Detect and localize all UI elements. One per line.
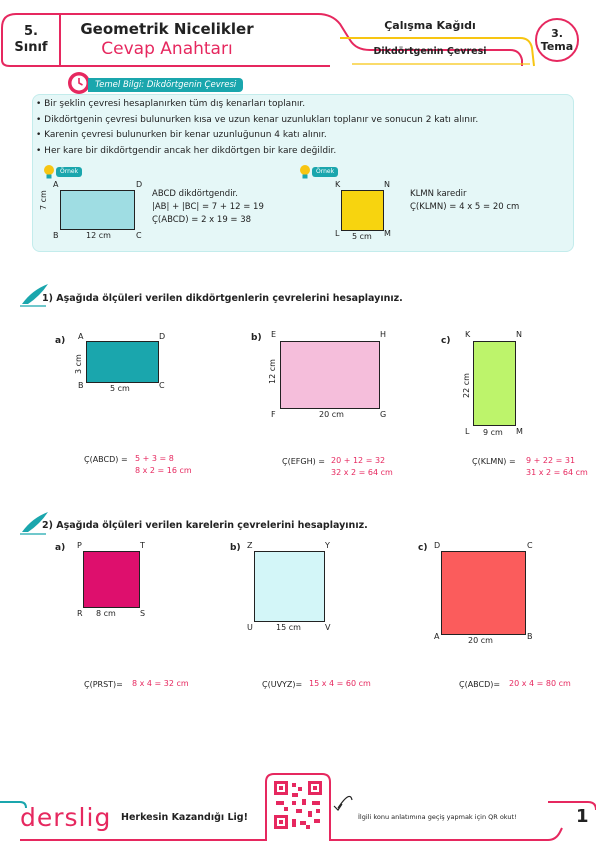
example-solution: ABCD dikdörtgendir. |AB| + |BC| = 7 + 12 = 19 Ç(ABCD) = 2 x 19 = 38: [152, 189, 264, 225]
answer-line: 31 x 2 = 64 cm: [526, 468, 588, 477]
vertex-label: D: [159, 332, 166, 341]
info-bullets: [36, 97, 566, 159]
example-tag: Örnek: [56, 167, 82, 177]
vertex-label: L: [465, 427, 470, 436]
square-uvyz: [254, 551, 325, 622]
side-label: 3 cm: [74, 354, 83, 374]
square-prst: [83, 551, 140, 608]
vertex-label: B: [527, 632, 533, 641]
question-2-title: 2) Aşağıda ölçüleri verilen karelerin çevrelerini hesaplayınız.: [42, 520, 368, 531]
rectangle-klmn: [473, 341, 516, 426]
item-tag: b): [230, 543, 241, 553]
info-bullet: • Bir şeklin çevresi hesaplanırken tüm dış kenarları toplanır.: [36, 99, 306, 109]
grade-box: [8, 24, 54, 56]
side-label: 22 cm: [462, 373, 471, 398]
brand-logo: derslig: [20, 803, 112, 832]
lightbulb-icon: [42, 164, 56, 180]
info-bullet: • Karenin çevresi bulunurken bir kenar uzunluğunun 4 katı alınır.: [36, 130, 327, 140]
qr-code[interactable]: [272, 779, 324, 831]
answer-label: Ç(PRST)=: [84, 680, 123, 689]
side-label: 15 cm: [276, 623, 301, 632]
vertex-label: T: [140, 541, 145, 550]
vertex-label: E: [271, 330, 277, 339]
side-label: 20 cm: [319, 410, 344, 419]
vertex-label: S: [140, 609, 146, 618]
vertex-label: N: [516, 330, 522, 339]
side-label: 7 cm: [39, 190, 48, 210]
side-label: 8 cm: [96, 609, 116, 618]
answer-line: 8 x 4 = 32 cm: [132, 679, 189, 688]
theme-number: 3.: [551, 27, 563, 40]
vertex-label: M: [516, 427, 523, 436]
answer-line: 5 + 3 = 8: [135, 454, 174, 463]
square-abcd: [441, 551, 526, 635]
page-number: 1: [576, 806, 589, 827]
example-rectangle: [60, 190, 135, 230]
item-tag: c): [418, 543, 428, 553]
page-title: Geometrik Nicelikler: [80, 20, 254, 38]
vertex-label: V: [325, 623, 331, 632]
vertex-label: Z: [247, 541, 253, 550]
item-tag: b): [251, 333, 262, 343]
vertex-label: L: [335, 229, 340, 238]
info-tag: Temel Bilgi: Dikdörtgenin Çevresi: [88, 78, 243, 92]
answer-line: 15 x 4 = 60 cm: [309, 679, 371, 688]
answer-label: Ç(ABCD) =: [84, 455, 128, 464]
answer-line: 8 x 2 = 16 cm: [135, 466, 192, 475]
vertex-label: D: [136, 180, 143, 189]
vertex-label: B: [53, 231, 59, 240]
side-label: 20 cm: [468, 636, 493, 645]
side-label: 5 cm: [352, 232, 372, 241]
answer-label: Ç(ABCD)=: [459, 680, 501, 689]
worksheet-label: Çalışma Kağıdı: [384, 19, 476, 32]
question-1-title: 1) Aşağıda ölçüleri verilen dikdörtgenlerin çevrelerini hesaplayınız.: [42, 293, 403, 304]
topic-label: Dikdörtgenin Çevresi: [373, 46, 487, 57]
answer-line: 20 x 4 = 80 cm: [509, 679, 571, 688]
vertex-label: P: [77, 541, 82, 550]
vertex-label: Y: [325, 541, 330, 550]
vertex-label: B: [78, 381, 84, 390]
side-label: 12 cm: [268, 359, 277, 384]
example-solution: KLMN karedir Ç(KLMN) = 4 x 5 = 20 cm: [410, 189, 520, 212]
vertex-label: H: [380, 330, 387, 339]
slogan: Herkesin Kazandığı Lig!: [121, 812, 248, 823]
vertex-label: M: [384, 229, 391, 238]
grade-word: Sınıf: [14, 40, 48, 55]
example-tag: Örnek: [312, 167, 338, 177]
answer-line: 9 + 22 = 31: [526, 456, 576, 465]
vertex-label: K: [335, 180, 341, 189]
answer-label: Ç(UVYZ)=: [262, 680, 303, 689]
rectangle-efgh: [280, 341, 380, 409]
vertex-label: D: [434, 541, 441, 550]
theme-word: Tema: [540, 40, 574, 53]
info-bullet: • Her kare bir dikdörtgendir ancak her dikdörtgen bir kare değildir.: [36, 145, 337, 156]
vertex-label: G: [380, 410, 387, 419]
answer-label: Ç(EFGH) =: [282, 457, 325, 466]
vertex-label: R: [77, 609, 83, 618]
item-tag: a): [55, 543, 66, 553]
theme-badge: [536, 27, 578, 53]
answer-line: 20 + 12 = 32: [331, 456, 386, 465]
vertex-label: C: [527, 541, 533, 550]
vertex-label: U: [247, 623, 253, 632]
vertex-label: C: [159, 381, 165, 390]
side-label: 12 cm: [86, 231, 111, 240]
answer-label: Ç(KLMN) =: [472, 457, 516, 466]
vertex-label: K: [465, 330, 471, 339]
answer-line: 32 x 2 = 64 cm: [331, 468, 393, 477]
grade-number: 5.: [24, 24, 38, 39]
example-square: [341, 190, 384, 231]
qr-note: İlgili konu anlatımına geçiş yapmak için QR okut!: [358, 813, 517, 821]
side-label: 5 cm: [110, 384, 130, 393]
lightbulb-icon: [298, 164, 312, 180]
info-bullet: • Dikdörtgenin çevresi bulunurken kısa ve uzun kenar uzunlukları toplanır ve sonucun 2 katı alınır.: [36, 114, 479, 125]
vertex-label: N: [384, 180, 390, 189]
vertex-label: A: [78, 332, 84, 341]
item-tag: a): [55, 336, 66, 346]
vertex-label: F: [271, 410, 276, 419]
side-label: 9 cm: [483, 428, 503, 437]
page-subtitle: Cevap Anahtarı: [101, 39, 233, 59]
vertex-label: C: [136, 231, 142, 240]
item-tag: c): [441, 336, 451, 346]
vertex-label: A: [53, 180, 59, 189]
vertex-label: A: [434, 632, 440, 641]
rectangle-abcd: [86, 341, 159, 383]
